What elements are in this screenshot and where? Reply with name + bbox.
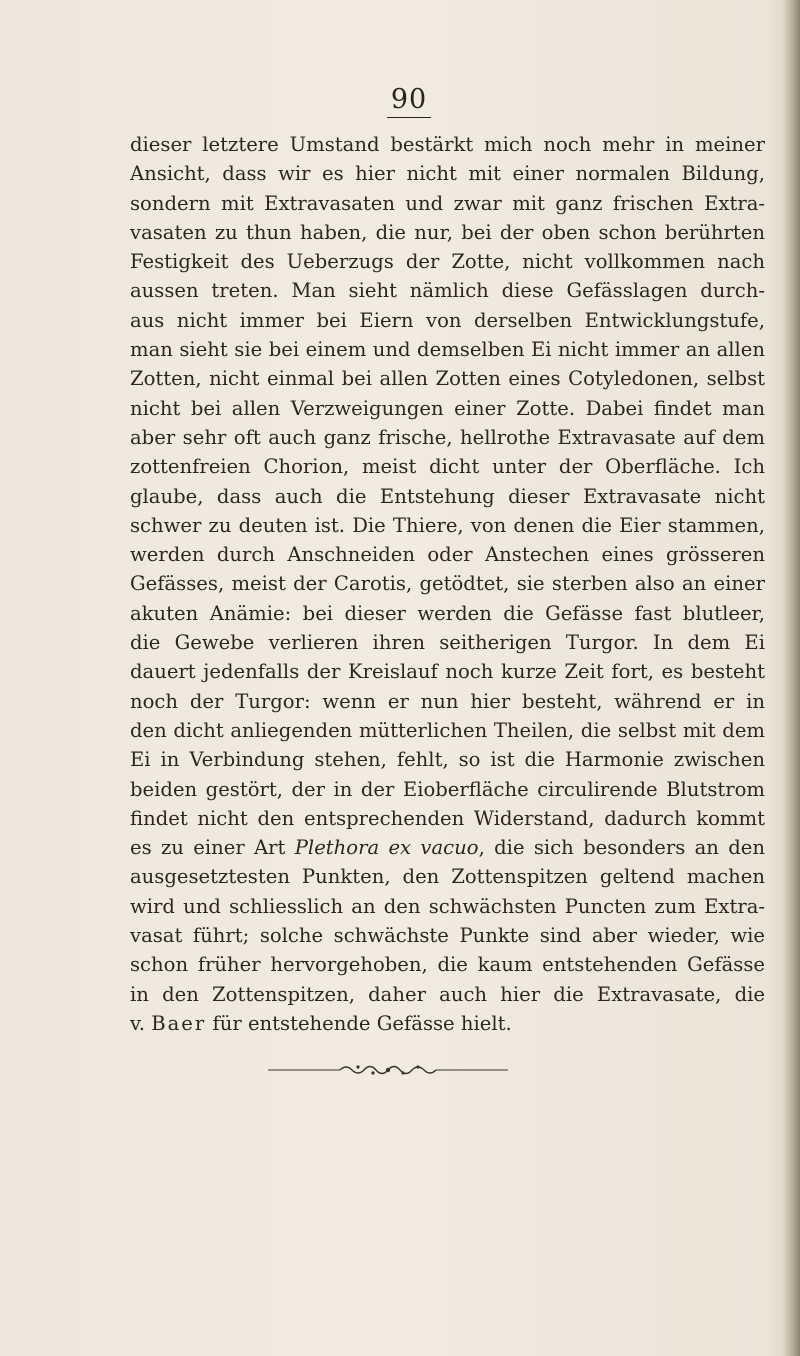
text-line: findet nicht den entsprechenden Widerstand, dadurch kommt	[130, 806, 765, 830]
text-line: den dicht anliegenden mütterlichen Theilen, die selbst mit dem	[130, 718, 765, 742]
text-line: vasat führt; solche schwächste Punkte sind aber wieder, wie	[130, 924, 765, 948]
body-text	[130, 130, 765, 1038]
text-line: zottenfreien Chorion, meist dicht unter der Oberfläche. Ich	[130, 455, 765, 479]
text-line: schon früher hervorgehoben, die kaum entstehenden Gefässe	[130, 953, 765, 977]
text-line: Festigkeit des Ueberzugs der Zotte, nicht vollkommen nach	[130, 250, 765, 274]
text-line: aber sehr oft auch ganz frische, hellrothe Extravasate auf dem	[130, 425, 765, 449]
text-line: wird und schliesslich an den schwächsten Puncten zum Extra-	[130, 894, 765, 918]
text-line: sondern mit Extravasaten und zwar mit ganz frischen Extra-	[130, 191, 765, 215]
text-line: Zotten, nicht einmal bei allen Zotten eines Cotyledonen, selbst	[130, 367, 765, 391]
text-line: in den Zottenspitzen, daher auch hier die Extravasate, die	[130, 982, 765, 1006]
text-line: vasaten zu thun haben, die nur, bei der oben schon berührten	[130, 220, 765, 244]
end-of-chapter-ornament-icon	[268, 1062, 508, 1078]
text-line: akuten Anämie: bei dieser werden die Gefässe fast blutleer,	[130, 601, 765, 625]
text-line: noch der Turgor: wenn er nun hier besteht, während er in	[130, 689, 765, 713]
text-line: beiden gestört, der in der Eioberfläche circulirende Blutstrom	[130, 777, 765, 801]
text-line: dieser letztere Umstand bestärkt mich noch mehr in meiner	[130, 133, 765, 156]
text-line: ausgesetztesten Punkten, den Zottenspitzen geltend machen	[130, 865, 765, 889]
text-line: die Gewebe verlieren ihren seitherigen Turgor. In dem Ei	[130, 631, 765, 655]
text-line: schwer zu deuten ist. Die Thiere, von denen die Eier stammen,	[130, 513, 765, 537]
text-line: werden durch Anschneiden oder Anstechen eines grösseren	[130, 543, 765, 567]
page-edge-shadow	[782, 0, 800, 1356]
text-line: Ei in Verbindung stehen, fehlt, so ist die Harmonie zwischen	[130, 748, 765, 772]
text-line: man sieht sie bei einem und demselben Ei nicht immer an allen	[130, 338, 765, 362]
text-line: Gefässes, meist der Carotis, getödtet, sie sterben also an einer	[130, 572, 765, 596]
text-line: aus nicht immer bei Eiern von derselben Entwicklungstufe,	[130, 308, 765, 332]
text-line: aussen treten. Man sieht nämlich diese Gefässlagen durch-	[130, 279, 765, 303]
text-line-italic: es zu einer Art Plethora ex vacuo, die sich besonders an den	[130, 836, 765, 860]
text-line-spaced: v. Baer für entstehende Gefässe hielt.	[130, 1011, 512, 1035]
text-line: dauert jedenfalls der Kreislauf noch kurze Zeit fort, es besteht	[130, 660, 765, 684]
text-line: nicht bei allen Verzweigungen einer Zotte. Dabei findet man	[130, 396, 765, 420]
text-line: glaube, dass auch die Entstehung dieser Extravasate nicht	[130, 484, 765, 508]
text-line: Ansicht, dass wir es hier nicht mit einer normalen Bildung,	[130, 162, 765, 186]
page-number: 90	[0, 84, 800, 118]
